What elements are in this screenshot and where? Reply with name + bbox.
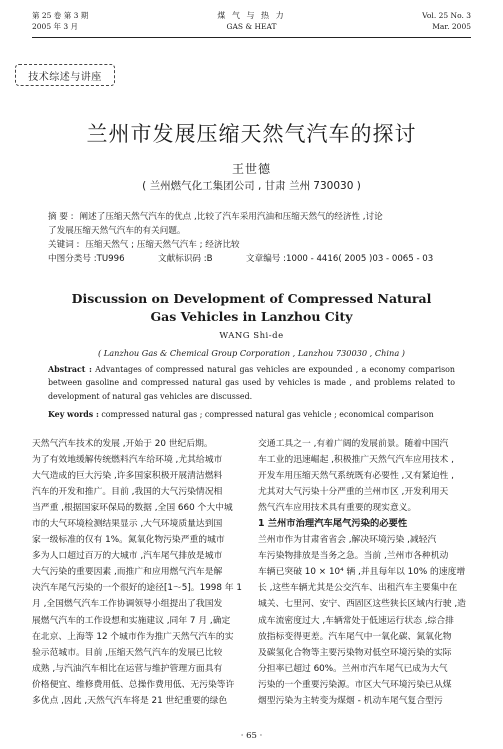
body-line: 污染的一个重要污染源。市区大气环境污染已从煤 — [258, 679, 452, 690]
issue-date-cn: 2005 年 3 月 — [32, 22, 79, 31]
body-line: 烟型污染为主转变为煤烟 - 机动车尾气复合型污 — [258, 695, 443, 706]
doc-label: 文献标识码 : — [158, 254, 207, 264]
volume-label-en: Vol. 25 No. 3 — [422, 11, 471, 20]
body-line: 多优点 ,因此 ,天然气汽车将是 21 世纪重要的绿色 — [32, 695, 228, 706]
classification-line — [48, 252, 455, 266]
body-line: 车辆已突破 10 × 10⁴ 辆 ,并且每年以 10% 的速度增 — [258, 567, 466, 578]
body-line: 车工业的迅速崛起 ,积极推广天然气汽车应用技术 , — [258, 455, 454, 466]
keywords-cn-text: 压缩天然气 ; 压缩天然气汽车 ; 经济比较 — [85, 240, 240, 250]
body-line: 尤其对大气污染十分严重的兰州市区 ,开发利用天 — [258, 487, 449, 498]
abstract-cn-line1 — [48, 210, 455, 224]
volume-label: 第 25 卷 第 3 期 — [32, 11, 89, 20]
body-line: 验示范城市。目前 ,压缩天然气汽车的发展已比较 — [32, 647, 223, 658]
author-en: WANG Shi-de — [219, 331, 284, 341]
abstract-cn-text2: 了发展压缩天然气汽车的有关问题。 — [48, 226, 186, 236]
page-number: · 65 · — [240, 731, 263, 741]
body-line: 大气造成的巨大污染 ,许多国家积极开展清洁燃料 — [32, 471, 223, 482]
abstract-cn-block — [48, 210, 455, 266]
abstract-en-label: Abstract : — [48, 365, 92, 374]
keywords-cn — [48, 238, 455, 252]
journal-header — [32, 10, 471, 38]
author-cn: 王世德 — [231, 162, 271, 176]
class-value: TU996 — [96, 254, 125, 264]
keywords-en-label: Key words : — [48, 410, 99, 419]
class-label: 中图分类号 : — [48, 254, 97, 264]
article-label: 文章编号 : — [246, 254, 287, 264]
body-line: 兰州市作为甘肃省省会 ,解决环境污染 ,减轻汽 — [258, 535, 437, 546]
body-line: 然气汽车应用技术具有重要的现实意义。 — [258, 503, 417, 514]
body-line: 长 ,这些车辆尤其是公交汽车、出租汽车主要集中在 — [258, 583, 458, 594]
body-line: 当严重 ,根据国家环保局的数据 ,全国 660 个大中城 — [32, 503, 233, 514]
keywords-en-text: compressed natural gas ; compressed natural gas vehicle ; economical comparison — [101, 410, 434, 419]
title-en-line1: Discussion on Development of Compressed Natural — [71, 291, 432, 306]
journal-name — [32, 10, 471, 32]
body-line: 家一级标准的仅有 1%。氮氧化物污染严重的城市 — [32, 535, 225, 546]
body-line: 多为人口超过百万的大城市 ,汽车尾气排放是城市 — [32, 551, 223, 562]
journal-name-cn: 煤 气 与 热 力 — [217, 11, 286, 20]
abstract-cn-label: 摘 要 : — [48, 212, 74, 222]
article-value: 1000 - 4416( 2005 )03 - 0065 - 03 — [286, 254, 434, 264]
doc-value: B — [206, 254, 213, 264]
body-column-right — [258, 436, 479, 709]
keywords-en — [48, 408, 455, 421]
issue-date-en: Mar. 2005 — [432, 22, 471, 31]
body-line: 成车流密度过大 ,车辆常处于低速运行状态 ,综合排 — [258, 615, 454, 626]
journal-name-en: GAS & HEAT — [226, 22, 277, 31]
body-line: 价格便宜、维修费用低、总操作费用低、无污染等许 — [32, 679, 235, 690]
body-line: 车污染物排放是当务之急。当前 ,兰州市各种机动 — [258, 551, 449, 562]
abstract-en-text: Advantages of compressed natural gas vehicles are expounded , a economy comparison between gasoline and compressed natural gas used by vehicles is made , and problems related to development of natural gas vehicles are discussed. — [48, 365, 456, 401]
affiliation-en: ( Lanzhou Gas & Chemical Group Corporation , Lanzhou 730030 , China ) — [98, 348, 405, 358]
section-label-text: 技术综述与讲座 — [28, 71, 102, 83]
body-line: 决汽车尾气污染的一个很好的途径[1～5]。1998 年 1 — [32, 583, 242, 594]
section-label — [15, 64, 115, 86]
body-line: 展燃气汽车的工作设想和实施建议 ,同年 7 月 ,确定 — [32, 615, 231, 626]
body-line: 月 ,全国燃气汽车工作协调领导小组提出了我国发 — [32, 599, 223, 610]
body-line: 成熟 ,与汽油汽车相比在运营与维护管理方面具有 — [32, 663, 223, 674]
body-line: 在北京、上海等 12 个城市作为推广天然气汽车的实 — [32, 631, 234, 642]
body-line: 市的大气环境检测结果显示 ,大气环境质量达到国 — [32, 519, 223, 530]
title-cn: 兰州市发展压缩天然气汽车的探讨 — [86, 122, 417, 146]
section-heading: 1 兰州市治理汽车尾气污染的必要性 — [258, 518, 408, 530]
abstract-en — [48, 363, 455, 403]
volume-issue-en — [422, 10, 471, 32]
body-line: 城关、七里河、安宁、西固区这些狭长区域内行驶 ,造 — [258, 599, 466, 610]
body-line: 汽车的开发和推广。目前 ,我国的大气污染情况相 — [32, 487, 223, 498]
abstract-cn-text1: 阐述了压缩天然气汽车的优点 ,比较了汽车采用汽油和压缩天然气的经济性 ,讨论 — [79, 212, 383, 222]
header-rule — [32, 37, 471, 38]
body-line: 为了有效地缓解传统燃料汽车给环境 ,尤其给城市 — [32, 455, 223, 466]
body-line: 天然气汽车技术的发展 ,开始于 20 世纪后期。 — [32, 439, 213, 449]
body-line: 开发车用压缩天然气系统既有必要性 ,又有紧迫性 , — [258, 471, 454, 482]
keywords-cn-label: 关键词 : — [48, 240, 80, 250]
body-column-left — [32, 436, 253, 709]
body-line: 放指标变得更差。汽车尾气中一氧化碳、氮氧化物 — [258, 631, 452, 642]
body-line: 大气污染的重要因素 ,而推广和应用燃气汽车是解 — [32, 567, 223, 578]
body-line: 交通工具之一 ,有着广阔的发展前景。随着中国汽 — [258, 439, 449, 449]
affiliation-cn: ( 兰州燃气化工集团公司 , 甘肃 兰州 730030 ) — [142, 180, 361, 192]
title-en — [0, 290, 503, 326]
title-en-line2: Gas Vehicles in Lanzhou City — [150, 309, 353, 324]
body-line: 及碳氢化合物等主要污染物对低空环境污染的实际 — [258, 647, 452, 658]
body-line: 分担率已超过 60%。兰州市汽车尾气已成为大气 — [258, 663, 448, 674]
